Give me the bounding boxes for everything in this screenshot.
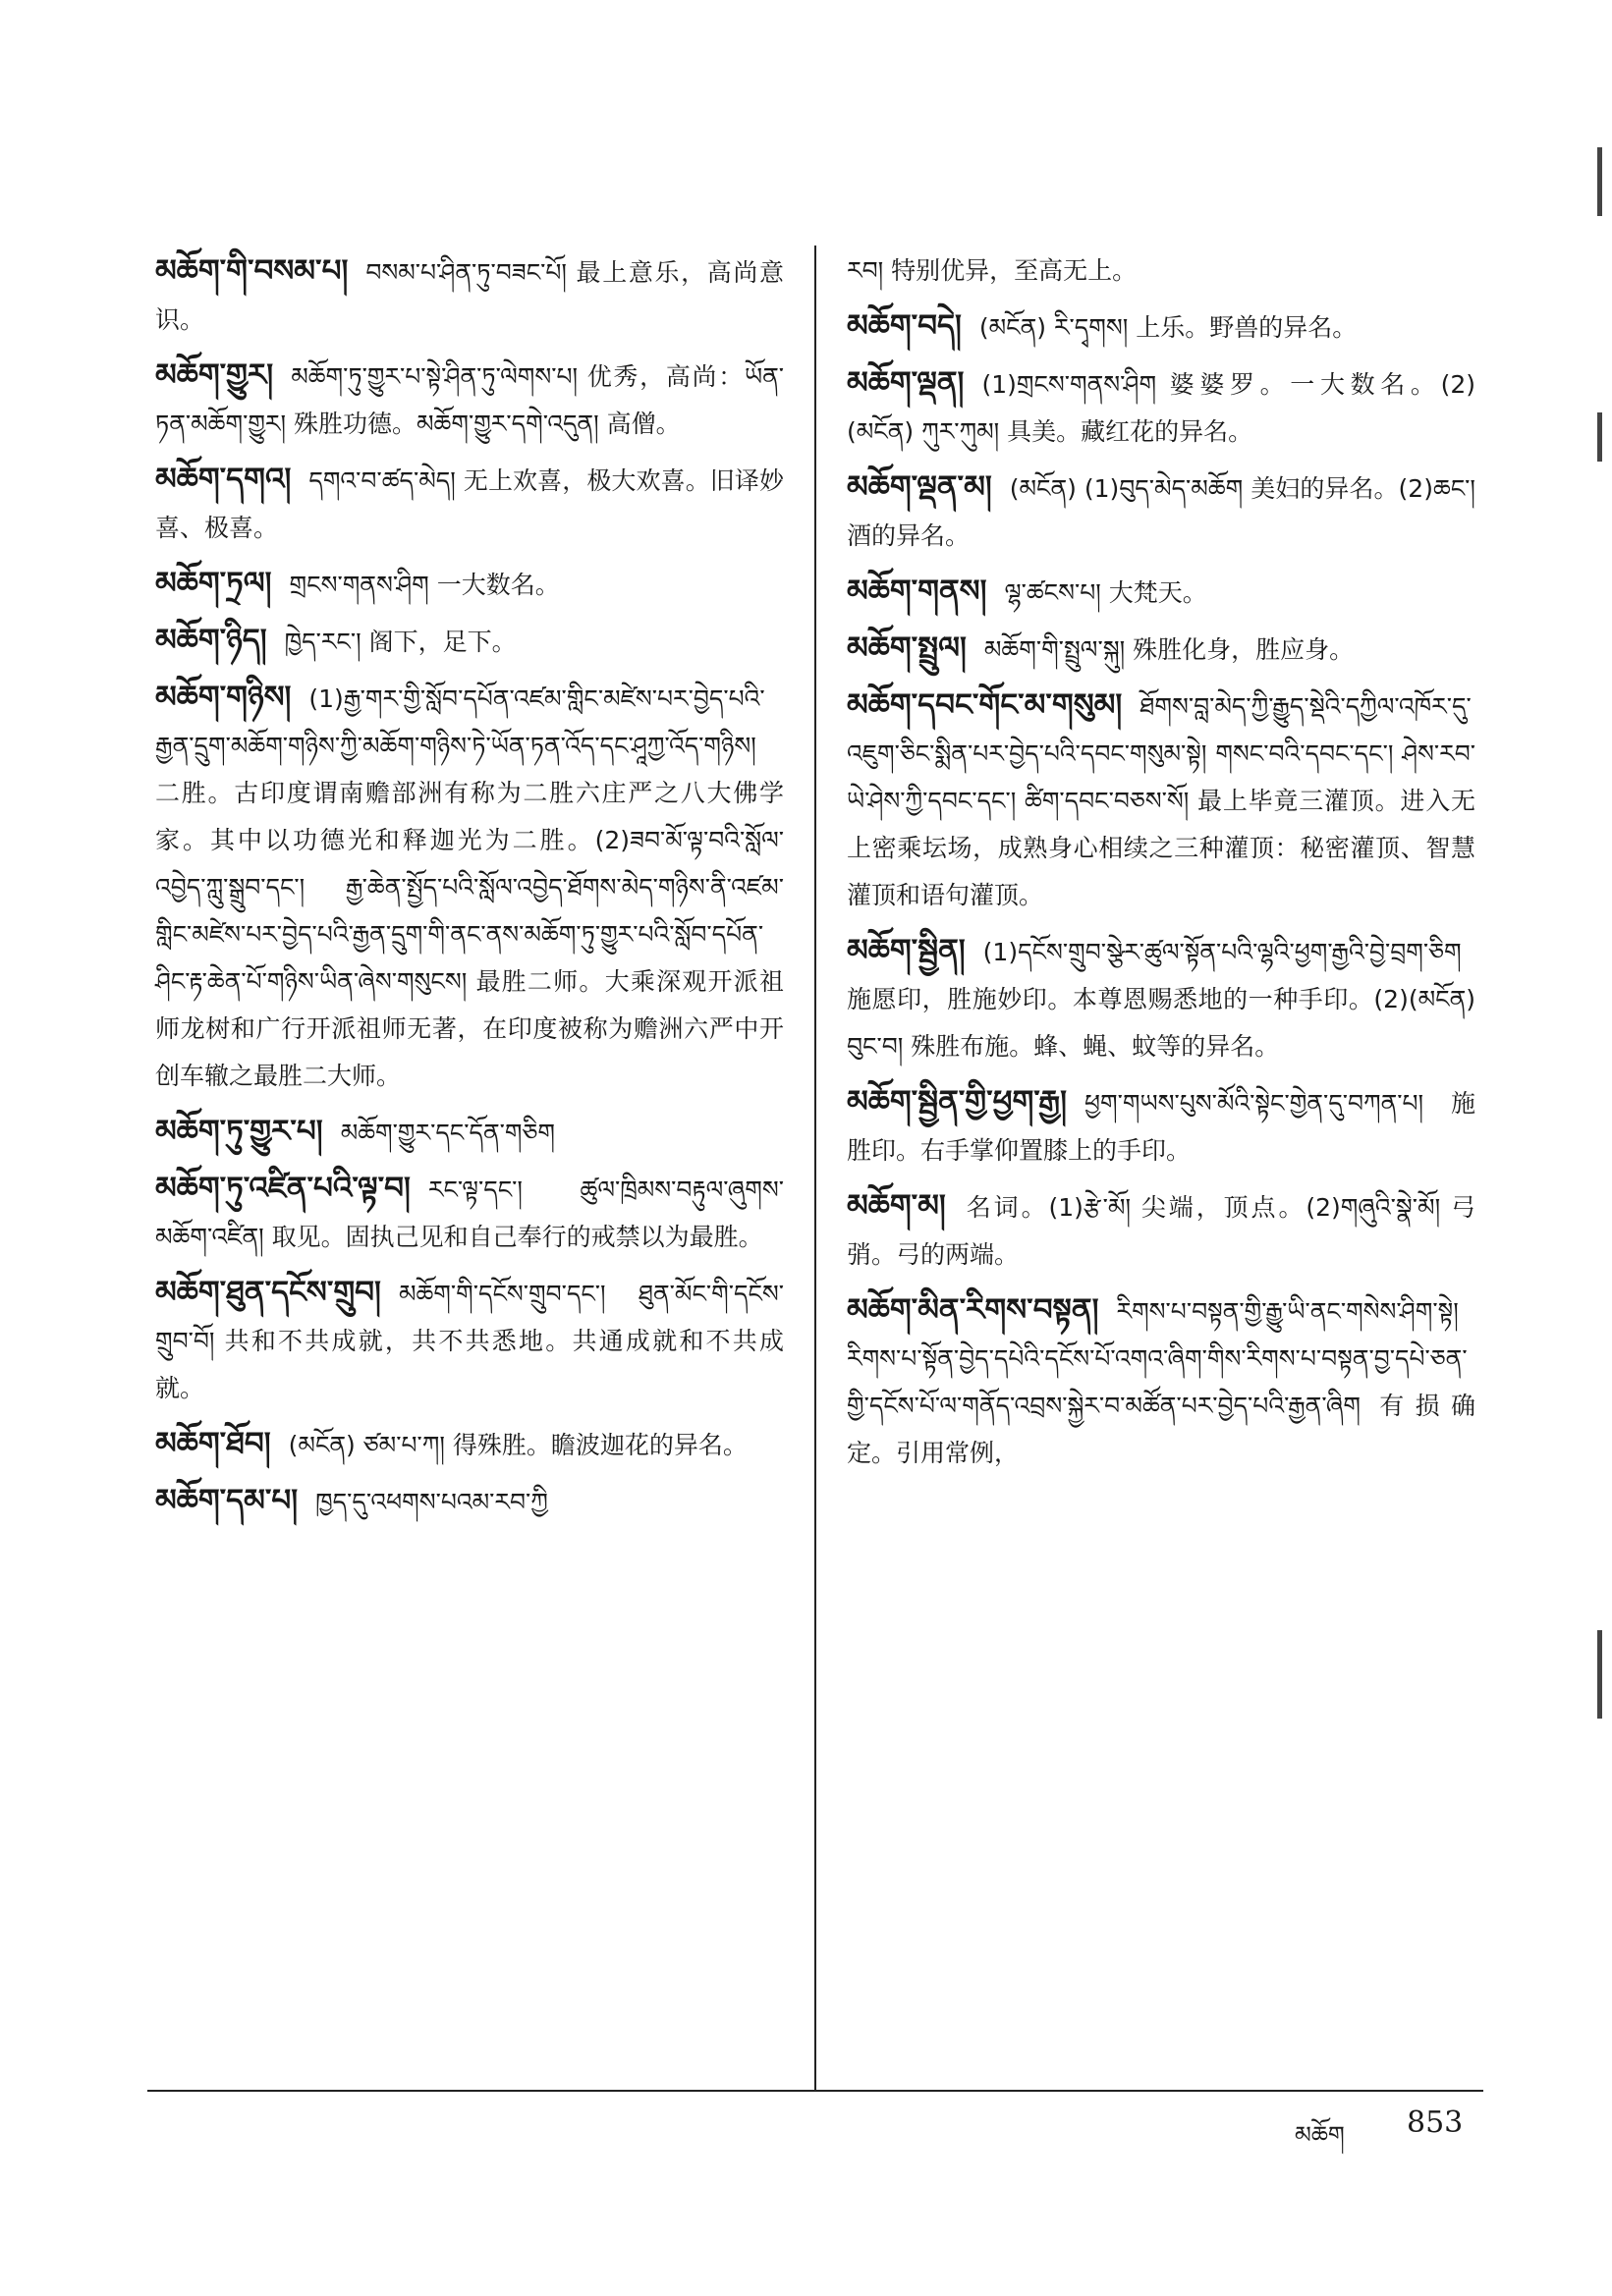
entry-headword: མཆོག་སྦྱིན། [847, 933, 966, 968]
dictionary-entry [155, 560, 784, 609]
entry-definition: ཕྱག་གཡས་པུས་མོའི་སྟེང་གྱེན་དུ་བཀན་པ། 施胜印。右手掌仰置膝上的手印。 [847, 1089, 1475, 1165]
dictionary-entry-continued [847, 247, 1475, 295]
dictionary-entry [847, 625, 1475, 674]
dictionary-entry [847, 927, 1475, 1070]
entry-definition: མཆོག་ཏུ་གྱུར་པ་སྟེ་ཤིན་ཏུ་ལེགས་པ། 优秀，高尚：ཡོན་ཏན་མཆོག་གྱུར། 殊胜功德。མཆོག་གྱུར་དགེ་འདུན། 高僧。 [155, 362, 784, 438]
entry-headword: མཆོག་བདེ། [847, 308, 962, 344]
scan-edge-mark [1597, 412, 1602, 462]
entry-headword: མཆོག་སྤྲུལ། [847, 630, 967, 666]
entry-headword: མཆོག་དབང་གོང་མ་གསུམ། [847, 687, 1123, 723]
entry-definition: བསམ་པ་ཤིན་ཏུ་བཟང་པོ། 最上意乐，高尚意识。 [155, 258, 784, 334]
entry-definition: ཁྱེད་རང་། 阁下，足下。 [284, 628, 517, 656]
scan-edge-mark [1597, 147, 1602, 216]
entry-headword: མཆོག་དམ་པ། [155, 1483, 299, 1518]
dictionary-entry [155, 1165, 784, 1261]
dictionary-entry [847, 464, 1475, 560]
dictionary-entry [847, 568, 1475, 617]
entry-definition: མཆོག་གི་དངོས་གྲུབ་དང་། ཐུན་མོང་གི་དངོས་གྲུབ་བོ། 共和不共成就，共不共悉地。共通成就和不共成就。 [155, 1280, 784, 1402]
dictionary-entry [155, 617, 784, 666]
entry-headword: མཆོག་གྱུར། [155, 357, 274, 393]
entry-definition: (མངོན) (1)བུད་མེད་མཆོག 美妇的异名。(2)ཆང་། 酒的异名。 [847, 474, 1475, 550]
entry-definition: ཐོགས་བླ་མེད་ཀྱི་རྒྱུད་སྡེའི་དཀྱིལ་འཁོར་དུ་འཇུག་ཅིང་སྨིན་པར་བྱེད་པའི་དབང་གསུམ་སྟེ། གསང་བའི་དབང་དང་། ཤེས་རབ་ཡེ་ཤེས་ཀྱི་དབང་དང་། ཚིག་དབང་བཅས་སོ། 最上毕竟三灌顶。进入无上密乘坛场，成熟身心相续之三种灌顶：秘密灌顶、智慧灌顶和语句灌顶。 [847, 692, 1475, 909]
entry-definition: རང་ལྟ་དང་། ཚུལ་ཁྲིམས་བརྟུལ་ཞུགས་མཆོག་འཛིན། 取见。固执己见和自己奉行的戒禁以为最胜。 [155, 1175, 784, 1251]
entry-definition: 名词。(1)རྩེ་མོ། 尖端，顶点。(2)གཞུའི་སྣེ་མོ། 弓弰。弓的两端。 [847, 1193, 1475, 1269]
entry-definition: གྲངས་གནས་ཤིག 一大数名。 [289, 571, 560, 599]
dictionary-entry [155, 1420, 784, 1469]
dictionary-entry [155, 352, 784, 448]
entry-definition: (མངོན) རི་དྭགས། 上乐。野兽的异名。 [978, 313, 1358, 342]
entry-definition: དགའ་བ་ཚད་མེད། 无上欢喜，极大欢喜。旧译妙喜、极喜。 [155, 466, 784, 542]
page-number: 853 [1407, 2105, 1464, 2140]
dictionary-entry [847, 1078, 1475, 1175]
entry-definition: ལྷ་ཚངས་པ། 大梵天。 [1004, 578, 1207, 607]
dictionary-entry [847, 1182, 1475, 1279]
dictionary-entry [155, 674, 784, 1100]
entry-headword: མཆོག་མ། [847, 1188, 946, 1224]
dictionary-entry [847, 302, 1475, 352]
scan-edge-mark [1597, 1630, 1602, 1719]
dictionary-entry [155, 247, 784, 344]
entry-headword: མཆོག་ལྡན། [847, 365, 965, 401]
entry-headword: མཆོག་གི་བསམ་པ། [155, 253, 349, 289]
entry-headword: མཆོག་ཉིད། [155, 623, 267, 658]
entry-headword: མཆོག་དགའ། [155, 462, 292, 497]
dictionary-entry [847, 359, 1475, 456]
dictionary-entry [155, 456, 784, 552]
entry-headword: མཆོག་ཏྲལ། [155, 566, 272, 601]
entry-definition: (མངོན) ཙམ་པ་ཀ། 得殊胜。瞻波迦花的异名。 [288, 1431, 748, 1459]
entry-definition: རིགས་པ་བསྟན་གྱི་རྒྱུ་ཡི་ནང་གསེས་ཤིག་སྟེ། རིགས་པ་སྟོན་བྱེད་དཔེའི་དངོས་པོ་འགའ་ཞིག་གིས་རིགས་པ་བསྟན་བྱ་དཔེ་ཅན་གྱི་དངོས་པོ་ལ་གནོད་འབྲས་སྐྱེར་བ་མཚོན་པར་བྱེད་པའི་རྒྱན་ཞིག 有损确定。引用常例， [847, 1297, 1475, 1467]
entry-headword: མཆོག་ཐོབ། [155, 1426, 271, 1461]
dictionary-entry [155, 1477, 784, 1526]
bottom-rule [147, 2090, 1483, 2092]
entry-headword: མཆོག་ཐུན་དངོས་གྲུབ། [155, 1275, 381, 1310]
right-column [847, 247, 1475, 1485]
dictionary-entry [847, 682, 1475, 919]
dictionary-entry [155, 1269, 784, 1412]
dictionary-entry [155, 1108, 784, 1157]
entry-definition: མཆོག་གྱུར་དང་དོན་གཅིག [340, 1119, 555, 1147]
entry-definition: རབ། 特别优异，至高无上。 [847, 256, 1138, 285]
entry-definition: ཁྱད་དུ་འཕགས་པའམ་རབ་ཀྱི [315, 1488, 548, 1516]
entry-headword: མཆོག་ཏུ་གྱུར་པ། [155, 1114, 323, 1149]
column-divider [814, 246, 816, 2092]
entry-headword: མཆོག་སྦྱིན་གྱི་ཕྱག་རྒྱ། [847, 1084, 1067, 1120]
entry-definition: (1)དངོས་གྲུབ་སྩེར་ཚུལ་སྟོན་པའི་ལྷའི་ཕྱག་རྒྱའི་བྱེ་བྲག་ཅིག 施愿印，胜施妙印。本尊恩赐悉地的一种手印。(2)(མངོན) བུང་བ། 殊胜布施。蜂、蝇、蚊等的异名。 [847, 938, 1475, 1061]
entry-definition: (1)རྒྱ་གར་གྱི་སློབ་དཔོན་འཛམ་གླིང་མཛེས་པར་བྱེད་པའི་རྒྱན་དྲུག་མཆོག་གཉིས་ཀྱི་མཆོག་གཉིས་ཏེ་ཡོན་ཏན་འོད་དང་ཤཱཀྱ་འོད་གཉིས། 二胜。古印度谓南赡部洲有称为二胜六庄严之八大佛学家。其中以功德光和释迦光为二胜。(2)ཟབ་མོ་ལྟ་བའི་སློལ་འབྱེད་ཀླུ་སྒྲུབ་དང་། རྒྱ་ཆེན་སྤྱོད་པའི་སློལ་འབྱེད་ཐོགས་མེད་གཉིས་ནི་འཛམ་གླིང་མཛེས་པར་བྱེད་པའི་རྒྱན་དྲུག་གི་ནང་ནས་མཆོག་ཏུ་གྱུར་པའི་སློབ་དཔོན་ཤིང་རྟ་ཆེན་པོ་གཉིས་ཡིན་ཞེས་གསུངས། 最胜二师。大乘深观开派祖师龙树和广行开派祖师无著，在印度被称为赡洲六严中开创车辙之最胜二大师。 [155, 684, 784, 1090]
entry-headword: མཆོག་གཉིས། [155, 680, 292, 715]
entry-definition: (1)གྲངས་གནས་ཤིག 婆婆罗。一大数名。(2)(མངོན) ཀུར་ཀུམ། 具美。藏红花的异名。 [847, 370, 1475, 446]
entry-headword: མཆོག་ལྡན་མ། [847, 469, 992, 505]
entry-headword: མཆོག་གནས། [847, 574, 987, 609]
dictionary-entry [847, 1286, 1475, 1477]
entry-definition: མཆོག་གི་སྤྲུལ་སྐུ། 殊胜化身，胜应身。 [983, 635, 1355, 664]
left-column [155, 247, 784, 1534]
running-head: མཆོག [1295, 2121, 1345, 2149]
entry-headword: མཆོག་ཏུ་འཛིན་པའི་ལྟ་བ། [155, 1171, 411, 1206]
entry-headword: མཆོག་མིན་རིགས་བསྟན། [847, 1292, 1099, 1328]
